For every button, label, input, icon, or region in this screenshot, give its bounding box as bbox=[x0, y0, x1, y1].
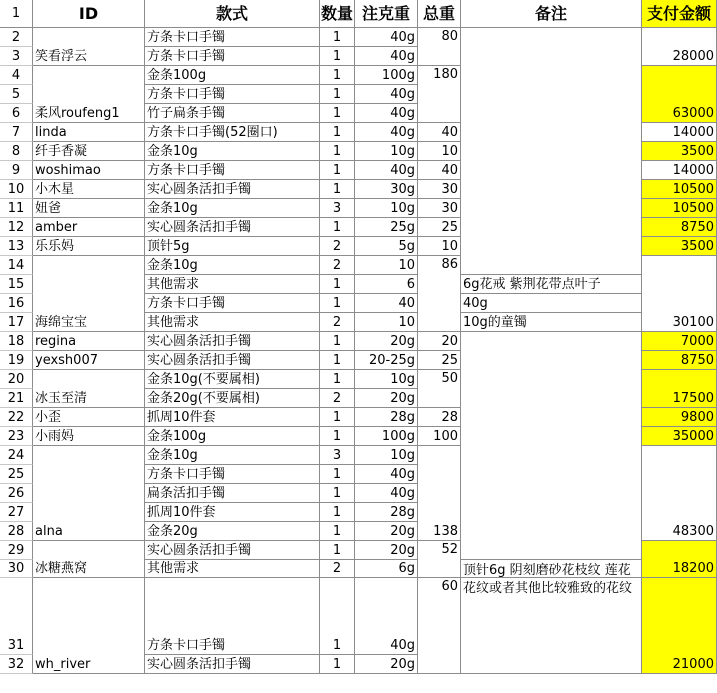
quantity-cell[interactable]: 2 bbox=[320, 560, 355, 578]
row-number[interactable]: 17 bbox=[0, 313, 33, 332]
weight-cell[interactable]: 20g bbox=[355, 522, 418, 541]
payment-cell[interactable]: 18200 bbox=[642, 541, 717, 578]
weight-cell[interactable]: 40g bbox=[355, 161, 418, 180]
total-cell[interactable]: 40 bbox=[418, 123, 461, 142]
row-number[interactable]: 12 bbox=[0, 218, 33, 237]
total-cell[interactable]: 80 bbox=[418, 28, 461, 66]
weight-cell[interactable]: 100g bbox=[355, 427, 418, 446]
weight-cell[interactable]: 10 bbox=[355, 256, 418, 275]
row-number[interactable]: 30 bbox=[0, 560, 33, 578]
quantity-cell[interactable]: 1 bbox=[320, 655, 355, 674]
payment-cell[interactable]: 3500 bbox=[642, 142, 717, 161]
style-cell[interactable]: 实心圆条活扣手镯 bbox=[145, 180, 320, 199]
style-cell[interactable]: 金条20g bbox=[145, 522, 320, 541]
row-number[interactable]: 8 bbox=[0, 142, 33, 161]
id-cell[interactable]: linda bbox=[33, 123, 145, 142]
quantity-cell[interactable]: 1 bbox=[320, 370, 355, 389]
weight-cell[interactable]: 28g bbox=[355, 408, 418, 427]
weight-cell[interactable]: 40g bbox=[355, 47, 418, 66]
remarks-cell[interactable] bbox=[461, 28, 642, 275]
row-number[interactable]: 18 bbox=[0, 332, 33, 351]
style-cell[interactable]: 其他需求 bbox=[145, 313, 320, 332]
style-cell[interactable]: 实心圆条活扣手镯 bbox=[145, 351, 320, 370]
style-cell[interactable]: 金条10g(不要属相) bbox=[145, 370, 320, 389]
weight-cell[interactable]: 6 bbox=[355, 275, 418, 294]
total-cell[interactable]: 40 bbox=[418, 161, 461, 180]
style-cell[interactable]: 实心圆条活扣手镯 bbox=[145, 655, 320, 674]
row-number[interactable]: 19 bbox=[0, 351, 33, 370]
row-number[interactable]: 14 bbox=[0, 256, 33, 275]
id-cell[interactable]: wh_river bbox=[33, 578, 145, 674]
style-cell[interactable]: 实心圆条活扣手镯 bbox=[145, 218, 320, 237]
id-cell[interactable]: amber bbox=[33, 218, 145, 237]
row-number[interactable]: 22 bbox=[0, 408, 33, 427]
payment-cell[interactable]: 3500 bbox=[642, 237, 717, 256]
header-id: ID bbox=[33, 0, 145, 28]
weight-cell[interactable]: 10g bbox=[355, 370, 418, 389]
row-number[interactable]: 6 bbox=[0, 104, 33, 123]
style-cell[interactable]: 实心圆条活扣手镯 bbox=[145, 541, 320, 560]
quantity-cell[interactable]: 1 bbox=[320, 123, 355, 142]
style-cell[interactable]: 金条10g bbox=[145, 256, 320, 275]
quantity-cell[interactable]: 1 bbox=[320, 180, 355, 199]
style-cell[interactable]: 金条10g bbox=[145, 446, 320, 465]
row-number[interactable]: 21 bbox=[0, 389, 33, 408]
weight-cell[interactable]: 40g bbox=[355, 28, 418, 47]
quantity-cell[interactable]: 2 bbox=[320, 389, 355, 408]
quantity-cell[interactable]: 1 bbox=[320, 66, 355, 85]
weight-cell[interactable]: 20g bbox=[355, 332, 418, 351]
style-cell[interactable]: 抓周10件套 bbox=[145, 503, 320, 522]
id-cell[interactable]: 笑看浮云 bbox=[33, 28, 145, 66]
style-cell[interactable]: 金条20g(不要属相) bbox=[145, 389, 320, 408]
weight-cell[interactable]: 30g bbox=[355, 180, 418, 199]
quantity-cell[interactable]: 1 bbox=[320, 85, 355, 104]
payment-cell[interactable]: 48300 bbox=[642, 446, 717, 541]
id-cell[interactable]: 小歪 bbox=[33, 408, 145, 427]
id-cell[interactable]: 小雨妈 bbox=[33, 427, 145, 446]
quantity-cell[interactable]: 1 bbox=[320, 522, 355, 541]
weight-cell[interactable]: 40g bbox=[355, 123, 418, 142]
id-cell[interactable]: regina bbox=[33, 332, 145, 351]
quantity-cell[interactable]: 1 bbox=[320, 351, 355, 370]
style-cell[interactable]: 实心圆条活扣手镯 bbox=[145, 332, 320, 351]
row-number[interactable]: 31 bbox=[0, 578, 33, 655]
row-number[interactable]: 11 bbox=[0, 199, 33, 218]
quantity-cell[interactable]: 1 bbox=[320, 503, 355, 522]
row-number[interactable]: 2 bbox=[0, 28, 33, 47]
header-remarks: 备注 bbox=[461, 0, 642, 28]
quantity-cell[interactable]: 1 bbox=[320, 465, 355, 484]
total-cell[interactable]: 30 bbox=[418, 180, 461, 199]
row-number[interactable]: 28 bbox=[0, 522, 33, 541]
id-cell[interactable]: alna bbox=[33, 446, 145, 541]
row-number[interactable]: 4 bbox=[0, 66, 33, 85]
style-cell[interactable]: 方条卡口手镯 bbox=[145, 294, 320, 313]
quantity-cell[interactable]: 2 bbox=[320, 313, 355, 332]
quantity-cell[interactable]: 1 bbox=[320, 541, 355, 560]
payment-cell[interactable]: 30100 bbox=[642, 256, 717, 332]
style-cell[interactable]: 方条卡口手镯 bbox=[145, 465, 320, 484]
weight-cell[interactable]: 10g bbox=[355, 199, 418, 218]
weight-cell[interactable]: 25g bbox=[355, 218, 418, 237]
total-cell[interactable]: 100 bbox=[418, 427, 461, 446]
total-cell[interactable]: 28 bbox=[418, 408, 461, 427]
remarks-cell[interactable]: 顶针6g 阴刻磨砂花枝纹 莲花花纹或者其他比较雅致的花纹 bbox=[461, 560, 642, 578]
id-cell[interactable]: 纤手香凝 bbox=[33, 142, 145, 161]
id-cell[interactable]: 妞爸 bbox=[33, 199, 145, 218]
row-number[interactable]: 9 bbox=[0, 161, 33, 180]
id-cell[interactable]: 冰糖燕窝 bbox=[33, 541, 145, 578]
quantity-cell[interactable]: 1 bbox=[320, 332, 355, 351]
style-cell[interactable]: 方条卡口手镯 bbox=[145, 578, 320, 655]
header-total: 总重 bbox=[418, 0, 461, 28]
style-cell[interactable]: 方条卡口手镯 bbox=[145, 28, 320, 47]
style-cell[interactable]: 抓周10件套 bbox=[145, 408, 320, 427]
weight-cell[interactable]: 100g bbox=[355, 66, 418, 85]
payment-cell[interactable]: 9800 bbox=[642, 408, 717, 427]
quantity-cell[interactable]: 1 bbox=[320, 142, 355, 161]
style-cell[interactable]: 金条10g bbox=[145, 199, 320, 218]
style-cell[interactable]: 金条100g bbox=[145, 66, 320, 85]
header-quantity: 数量 bbox=[320, 0, 355, 28]
total-cell[interactable]: 20 bbox=[418, 332, 461, 351]
quantity-cell[interactable]: 1 bbox=[320, 427, 355, 446]
remarks-cell[interactable] bbox=[461, 578, 642, 674]
row-number[interactable]: 24 bbox=[0, 446, 33, 465]
row-number[interactable]: 5 bbox=[0, 85, 33, 104]
payment-cell[interactable]: 14000 bbox=[642, 161, 717, 180]
payment-cell[interactable]: 8750 bbox=[642, 218, 717, 237]
quantity-cell[interactable]: 1 bbox=[320, 578, 355, 655]
remarks-cell[interactable]: 40g bbox=[461, 294, 642, 313]
style-cell[interactable]: 方条卡口手镯 bbox=[145, 47, 320, 66]
row-number[interactable]: 16 bbox=[0, 294, 33, 313]
weight-cell[interactable]: 5g bbox=[355, 237, 418, 256]
payment-cell[interactable]: 10500 bbox=[642, 199, 717, 218]
total-cell[interactable]: 138 bbox=[418, 446, 461, 541]
total-cell[interactable]: 60 bbox=[418, 578, 461, 674]
remarks-cell[interactable] bbox=[461, 332, 642, 560]
style-cell[interactable]: 其他需求 bbox=[145, 275, 320, 294]
quantity-cell[interactable]: 1 bbox=[320, 218, 355, 237]
row-number[interactable]: 10 bbox=[0, 180, 33, 199]
remarks-cell[interactable]: 6g花戒 紫荆花带点叶子 bbox=[461, 275, 642, 294]
weight-cell[interactable]: 10 bbox=[355, 313, 418, 332]
total-cell[interactable]: 86 bbox=[418, 256, 461, 332]
header-payment: 支付金额 bbox=[642, 0, 717, 28]
style-cell[interactable]: 方条卡口手镯(52圈口) bbox=[145, 123, 320, 142]
total-cell[interactable]: 10 bbox=[418, 237, 461, 256]
style-cell[interactable]: 顶针5g bbox=[145, 237, 320, 256]
payment-cell[interactable]: 17500 bbox=[642, 370, 717, 408]
total-cell[interactable]: 25 bbox=[418, 351, 461, 370]
quantity-cell[interactable]: 1 bbox=[320, 294, 355, 313]
id-cell[interactable]: 海绵宝宝 bbox=[33, 256, 145, 332]
quantity-cell[interactable]: 1 bbox=[320, 47, 355, 66]
weight-cell[interactable]: 40g bbox=[355, 465, 418, 484]
total-cell[interactable]: 52 bbox=[418, 541, 461, 578]
quantity-cell[interactable]: 1 bbox=[320, 484, 355, 503]
payment-cell[interactable]: 8750 bbox=[642, 351, 717, 370]
quantity-cell[interactable]: 1 bbox=[320, 161, 355, 180]
weight-cell[interactable]: 40 bbox=[355, 294, 418, 313]
id-cell[interactable]: 柔风roufeng1 bbox=[33, 66, 145, 123]
payment-cell[interactable]: 28000 bbox=[642, 28, 717, 66]
id-cell[interactable]: yexsh007 bbox=[33, 351, 145, 370]
weight-cell[interactable]: 20-25g bbox=[355, 351, 418, 370]
quantity-cell[interactable]: 2 bbox=[320, 237, 355, 256]
row-number[interactable]: 29 bbox=[0, 541, 33, 560]
weight-cell[interactable]: 40g bbox=[355, 104, 418, 123]
payment-cell[interactable]: 10500 bbox=[642, 180, 717, 199]
weight-cell[interactable]: 40g bbox=[355, 85, 418, 104]
weight-cell[interactable]: 10g bbox=[355, 142, 418, 161]
id-cell[interactable]: 乐乐妈 bbox=[33, 237, 145, 256]
payment-cell[interactable]: 7000 bbox=[642, 332, 717, 351]
style-cell[interactable]: 金条100g bbox=[145, 427, 320, 446]
weight-cell[interactable]: 6g bbox=[355, 560, 418, 578]
remarks-cell[interactable]: 10g的童镯 bbox=[461, 313, 642, 332]
weight-cell[interactable]: 20g bbox=[355, 541, 418, 560]
payment-cell[interactable]: 35000 bbox=[642, 427, 717, 446]
payment-cell[interactable]: 21000 bbox=[642, 578, 717, 674]
header-style: 款式 bbox=[145, 0, 320, 28]
style-cell[interactable]: 扁条活扣手镯 bbox=[145, 484, 320, 503]
style-cell[interactable]: 金条10g bbox=[145, 142, 320, 161]
quantity-cell[interactable]: 1 bbox=[320, 275, 355, 294]
total-cell[interactable]: 25 bbox=[418, 218, 461, 237]
header-weight: 注克重 bbox=[355, 0, 418, 28]
style-cell[interactable]: 竹子扁条手镯 bbox=[145, 104, 320, 123]
row-number[interactable]: 27 bbox=[0, 503, 33, 522]
quantity-cell[interactable]: 3 bbox=[320, 199, 355, 218]
total-cell[interactable]: 30 bbox=[418, 199, 461, 218]
id-cell[interactable]: woshimao bbox=[33, 161, 145, 180]
row-number[interactable]: 32 bbox=[0, 655, 33, 674]
row-number[interactable]: 25 bbox=[0, 465, 33, 484]
total-cell[interactable]: 180 bbox=[418, 66, 461, 123]
quantity-cell[interactable]: 3 bbox=[320, 446, 355, 465]
weight-cell[interactable]: 28g bbox=[355, 503, 418, 522]
row-number[interactable]: 13 bbox=[0, 237, 33, 256]
quantity-cell[interactable]: 1 bbox=[320, 104, 355, 123]
row-number[interactable]: 15 bbox=[0, 275, 33, 294]
weight-cell[interactable]: 40g bbox=[355, 484, 418, 503]
total-cell[interactable]: 10 bbox=[418, 142, 461, 161]
weight-cell[interactable]: 20g bbox=[355, 655, 418, 674]
row-number[interactable]: 26 bbox=[0, 484, 33, 503]
id-cell[interactable]: 小木星 bbox=[33, 180, 145, 199]
weight-cell[interactable]: 10g bbox=[355, 446, 418, 465]
row-header-1: 1 bbox=[0, 0, 33, 28]
id-cell[interactable]: 冰玉至清 bbox=[33, 370, 145, 408]
row-number[interactable]: 20 bbox=[0, 370, 33, 389]
weight-cell[interactable]: 20g bbox=[355, 389, 418, 408]
quantity-cell[interactable]: 1 bbox=[320, 28, 355, 47]
payment-cell[interactable]: 63000 bbox=[642, 66, 717, 123]
quantity-cell[interactable]: 2 bbox=[320, 256, 355, 275]
style-cell[interactable]: 其他需求 bbox=[145, 560, 320, 578]
row-number[interactable]: 7 bbox=[0, 123, 33, 142]
row-number[interactable]: 23 bbox=[0, 427, 33, 446]
row-number[interactable]: 3 bbox=[0, 47, 33, 66]
quantity-cell[interactable]: 1 bbox=[320, 408, 355, 427]
style-cell[interactable]: 方条卡口手镯 bbox=[145, 85, 320, 104]
payment-cell[interactable]: 14000 bbox=[642, 123, 717, 142]
total-cell[interactable]: 50 bbox=[418, 370, 461, 408]
style-cell[interactable]: 方条卡口手镯 bbox=[145, 161, 320, 180]
weight-cell[interactable]: 40g bbox=[355, 578, 418, 655]
